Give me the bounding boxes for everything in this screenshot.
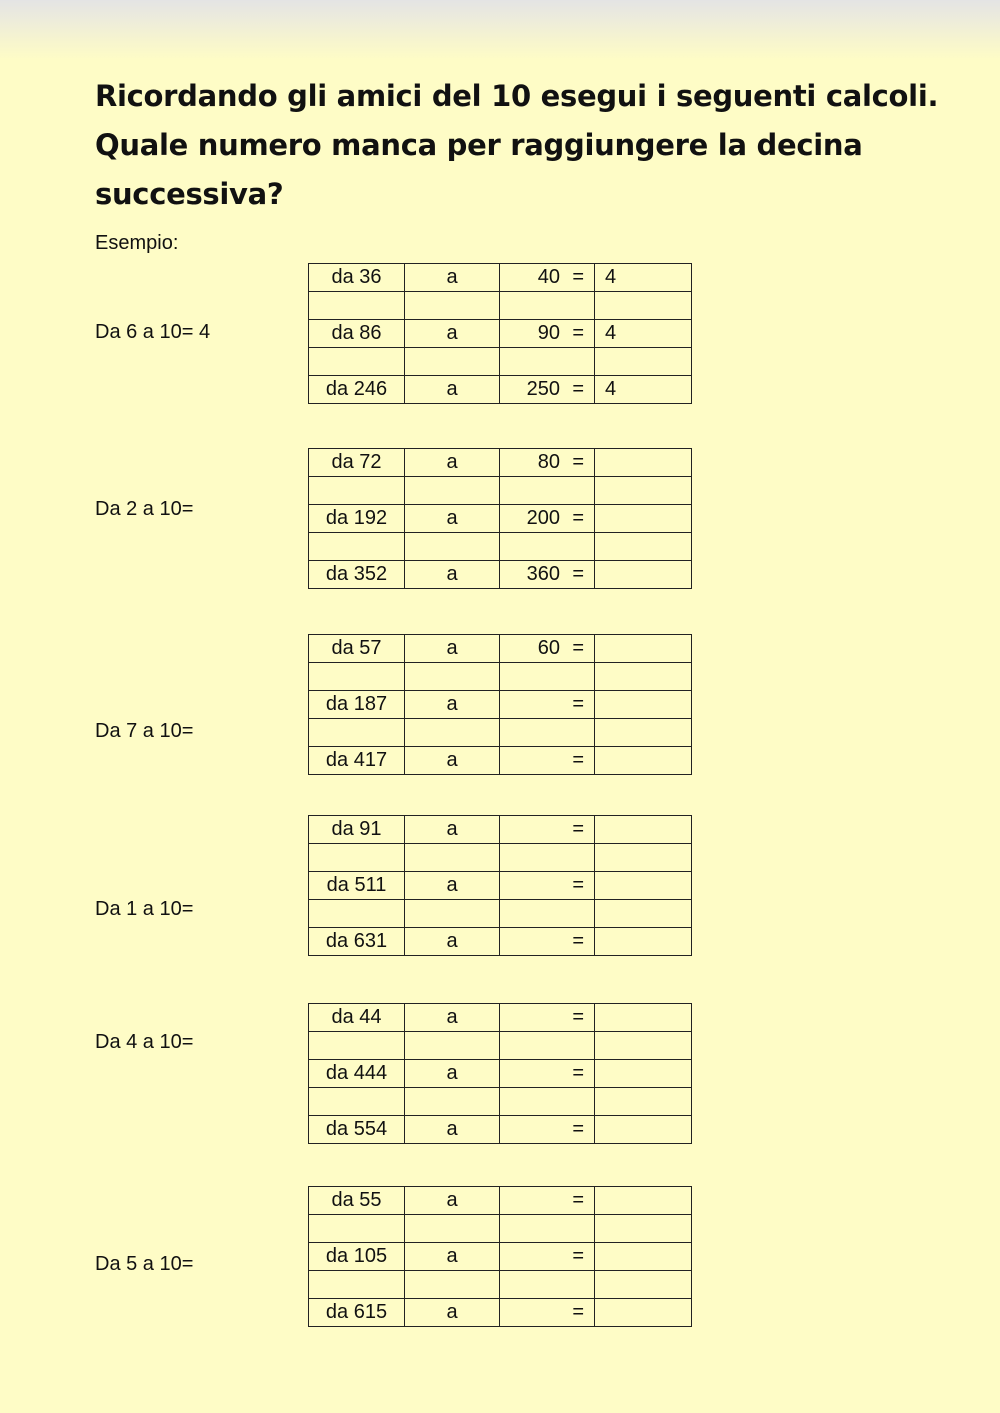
empty-cell <box>595 844 692 872</box>
exercise-prompt: Da 6 a 10= 4 <box>95 321 211 343</box>
title-line: Ricordando gli amici del 10 esegui i seguenti calcoli. <box>95 79 939 113</box>
equals-sign: = <box>572 1189 584 1211</box>
answer-cell[interactable] <box>595 747 692 775</box>
a-cell: a <box>405 1060 500 1088</box>
start-number-cell: da 36 <box>309 264 405 292</box>
spacer-row <box>309 348 692 376</box>
empty-cell <box>500 1271 595 1299</box>
answer-cell[interactable] <box>595 691 692 719</box>
empty-cell <box>309 1032 405 1060</box>
empty-cell <box>595 533 692 561</box>
answer-cell[interactable] <box>595 1299 692 1327</box>
start-number-cell: da 444 <box>309 1060 405 1088</box>
start-number-cell: da 246 <box>309 376 405 404</box>
empty-cell <box>309 719 405 747</box>
empty-cell <box>500 1215 595 1243</box>
spacer-row <box>309 663 692 691</box>
a-cell: a <box>405 1004 500 1032</box>
target-cell <box>500 561 595 589</box>
empty-cell <box>405 292 500 320</box>
empty-cell <box>595 1215 692 1243</box>
empty-cell <box>595 1032 692 1060</box>
target-cell <box>500 1004 595 1032</box>
empty-cell <box>500 719 595 747</box>
equals-sign: = <box>572 322 584 344</box>
empty-cell <box>309 292 405 320</box>
equals-sign: = <box>572 693 584 715</box>
answer-cell[interactable] <box>595 816 692 844</box>
a-cell: a <box>405 561 500 589</box>
empty-cell <box>309 900 405 928</box>
exercise-prompt: Da 7 a 10= <box>95 720 194 742</box>
a-cell: a <box>405 691 500 719</box>
start-number-cell: da 417 <box>309 747 405 775</box>
empty-cell <box>405 844 500 872</box>
empty-cell <box>309 348 405 376</box>
empty-cell <box>595 1271 692 1299</box>
a-cell: a <box>405 747 500 775</box>
spacer-row <box>309 1271 692 1299</box>
target-cell <box>500 505 595 533</box>
empty-cell <box>405 477 500 505</box>
exercise-prompt: Da 4 a 10= <box>95 1031 194 1053</box>
target-cell <box>500 816 595 844</box>
equals-sign: = <box>572 507 584 529</box>
spacer-row <box>309 900 692 928</box>
empty-cell <box>309 1088 405 1116</box>
empty-cell <box>405 719 500 747</box>
answer-cell[interactable] <box>595 872 692 900</box>
equals-sign: = <box>572 1118 584 1140</box>
start-number-cell: da 72 <box>309 449 405 477</box>
a-cell: a <box>405 320 500 348</box>
empty-cell <box>309 1215 405 1243</box>
spacer-row <box>309 1215 692 1243</box>
table-row <box>309 1243 692 1271</box>
a-cell: a <box>405 816 500 844</box>
target-cell <box>500 635 595 663</box>
answer-cell[interactable] <box>595 1116 692 1144</box>
a-cell: a <box>405 1299 500 1327</box>
empty-cell <box>500 1088 595 1116</box>
start-number-cell: da 44 <box>309 1004 405 1032</box>
a-cell: a <box>405 264 500 292</box>
answer-cell[interactable] <box>595 635 692 663</box>
target-value: 360 <box>526 563 560 585</box>
a-cell: a <box>405 505 500 533</box>
target-cell <box>500 1060 595 1088</box>
empty-cell <box>309 533 405 561</box>
target-cell <box>500 1116 595 1144</box>
title-line: Quale numero manca per raggiungere la decina <box>95 128 863 162</box>
empty-cell <box>595 477 692 505</box>
table-row <box>309 376 692 404</box>
table-row <box>309 1004 692 1032</box>
exercise-table <box>308 263 692 404</box>
equals-sign: = <box>572 1301 584 1323</box>
table-row <box>309 816 692 844</box>
empty-cell <box>405 1215 500 1243</box>
exercise-prompt: Da 2 a 10= <box>95 498 194 520</box>
a-cell: a <box>405 1116 500 1144</box>
answer-cell[interactable]: 4 <box>595 376 692 404</box>
spacer-row <box>309 477 692 505</box>
empty-cell <box>500 1032 595 1060</box>
empty-cell <box>405 1088 500 1116</box>
empty-cell <box>595 348 692 376</box>
answer-cell[interactable] <box>595 561 692 589</box>
target-cell <box>500 691 595 719</box>
target-cell <box>500 320 595 348</box>
spacer-row <box>309 292 692 320</box>
empty-cell <box>405 663 500 691</box>
target-cell <box>500 264 595 292</box>
table-row <box>309 872 692 900</box>
exercise-prompt: Da 5 a 10= <box>95 1253 194 1275</box>
target-cell <box>500 376 595 404</box>
answer-cell[interactable] <box>595 1243 692 1271</box>
equals-sign: = <box>572 378 584 400</box>
target-value: 250 <box>526 378 560 400</box>
start-number-cell: da 187 <box>309 691 405 719</box>
answer-cell[interactable] <box>595 1060 692 1088</box>
equals-sign: = <box>572 1245 584 1267</box>
table-row <box>309 320 692 348</box>
empty-cell <box>595 719 692 747</box>
start-number-cell: da 511 <box>309 872 405 900</box>
spacer-row <box>309 1088 692 1116</box>
table-row <box>309 1116 692 1144</box>
answer-cell[interactable] <box>595 449 692 477</box>
table-row <box>309 747 692 775</box>
exercise-table <box>308 1186 692 1327</box>
empty-cell <box>500 477 595 505</box>
exercise-table <box>308 1003 692 1144</box>
target-cell <box>500 872 595 900</box>
equals-sign: = <box>572 1062 584 1084</box>
target-value: 60 <box>537 637 560 659</box>
target-cell <box>500 747 595 775</box>
spacer-row <box>309 533 692 561</box>
exercise-table <box>308 815 692 956</box>
a-cell: a <box>405 928 500 956</box>
a-cell: a <box>405 635 500 663</box>
equals-sign: = <box>572 1006 584 1028</box>
start-number-cell: da 615 <box>309 1299 405 1327</box>
table-row <box>309 928 692 956</box>
spacer-row <box>309 719 692 747</box>
exercise-prompt: Da 1 a 10= <box>95 898 194 920</box>
a-cell: a <box>405 1187 500 1215</box>
exercise-table <box>308 448 692 589</box>
equals-sign: = <box>572 874 584 896</box>
answer-cell[interactable]: 4 <box>595 320 692 348</box>
target-cell <box>500 1299 595 1327</box>
start-number-cell: da 352 <box>309 561 405 589</box>
spacer-row <box>309 844 692 872</box>
equals-sign: = <box>572 818 584 840</box>
empty-cell <box>500 348 595 376</box>
a-cell: a <box>405 449 500 477</box>
start-number-cell: da 105 <box>309 1243 405 1271</box>
target-cell <box>500 1187 595 1215</box>
target-value: 200 <box>526 507 560 529</box>
empty-cell <box>405 348 500 376</box>
answer-cell[interactable] <box>595 928 692 956</box>
start-number-cell: da 192 <box>309 505 405 533</box>
answer-cell[interactable]: 4 <box>595 264 692 292</box>
spacer-row <box>309 1032 692 1060</box>
empty-cell <box>500 533 595 561</box>
answer-cell[interactable] <box>595 1004 692 1032</box>
empty-cell <box>595 1088 692 1116</box>
equals-sign: = <box>572 637 584 659</box>
empty-cell <box>595 900 692 928</box>
table-row <box>309 561 692 589</box>
start-number-cell: da 55 <box>309 1187 405 1215</box>
equals-sign: = <box>572 930 584 952</box>
answer-cell[interactable] <box>595 1187 692 1215</box>
empty-cell <box>405 533 500 561</box>
table-row <box>309 1060 692 1088</box>
a-cell: a <box>405 1243 500 1271</box>
start-number-cell: da 554 <box>309 1116 405 1144</box>
equals-sign: = <box>572 451 584 473</box>
target-cell <box>500 928 595 956</box>
empty-cell <box>405 900 500 928</box>
empty-cell <box>595 663 692 691</box>
a-cell: a <box>405 872 500 900</box>
table-row <box>309 505 692 533</box>
exercise-title <box>95 72 955 219</box>
start-number-cell: da 86 <box>309 320 405 348</box>
start-number-cell: da 57 <box>309 635 405 663</box>
equals-sign: = <box>572 266 584 288</box>
table-row <box>309 1187 692 1215</box>
empty-cell <box>309 663 405 691</box>
example-label: Esempio: <box>95 232 179 254</box>
table-row <box>309 691 692 719</box>
empty-cell <box>309 844 405 872</box>
exercise-table <box>308 634 692 775</box>
table-row <box>309 449 692 477</box>
empty-cell <box>500 844 595 872</box>
target-value: 80 <box>537 451 560 473</box>
table-row <box>309 264 692 292</box>
target-cell <box>500 449 595 477</box>
start-number-cell: da 631 <box>309 928 405 956</box>
title-line: successiva? <box>95 177 284 211</box>
table-row <box>309 635 692 663</box>
empty-cell <box>500 900 595 928</box>
equals-sign: = <box>572 563 584 585</box>
empty-cell <box>309 477 405 505</box>
empty-cell <box>500 292 595 320</box>
equals-sign: = <box>572 749 584 771</box>
target-value: 40 <box>537 266 560 288</box>
table-row <box>309 1299 692 1327</box>
answer-cell[interactable] <box>595 505 692 533</box>
empty-cell <box>595 292 692 320</box>
empty-cell <box>309 1271 405 1299</box>
top-shadow <box>0 0 1000 60</box>
empty-cell <box>405 1032 500 1060</box>
empty-cell <box>500 663 595 691</box>
a-cell: a <box>405 376 500 404</box>
target-cell <box>500 1243 595 1271</box>
empty-cell <box>405 1271 500 1299</box>
start-number-cell: da 91 <box>309 816 405 844</box>
target-value: 90 <box>537 322 560 344</box>
